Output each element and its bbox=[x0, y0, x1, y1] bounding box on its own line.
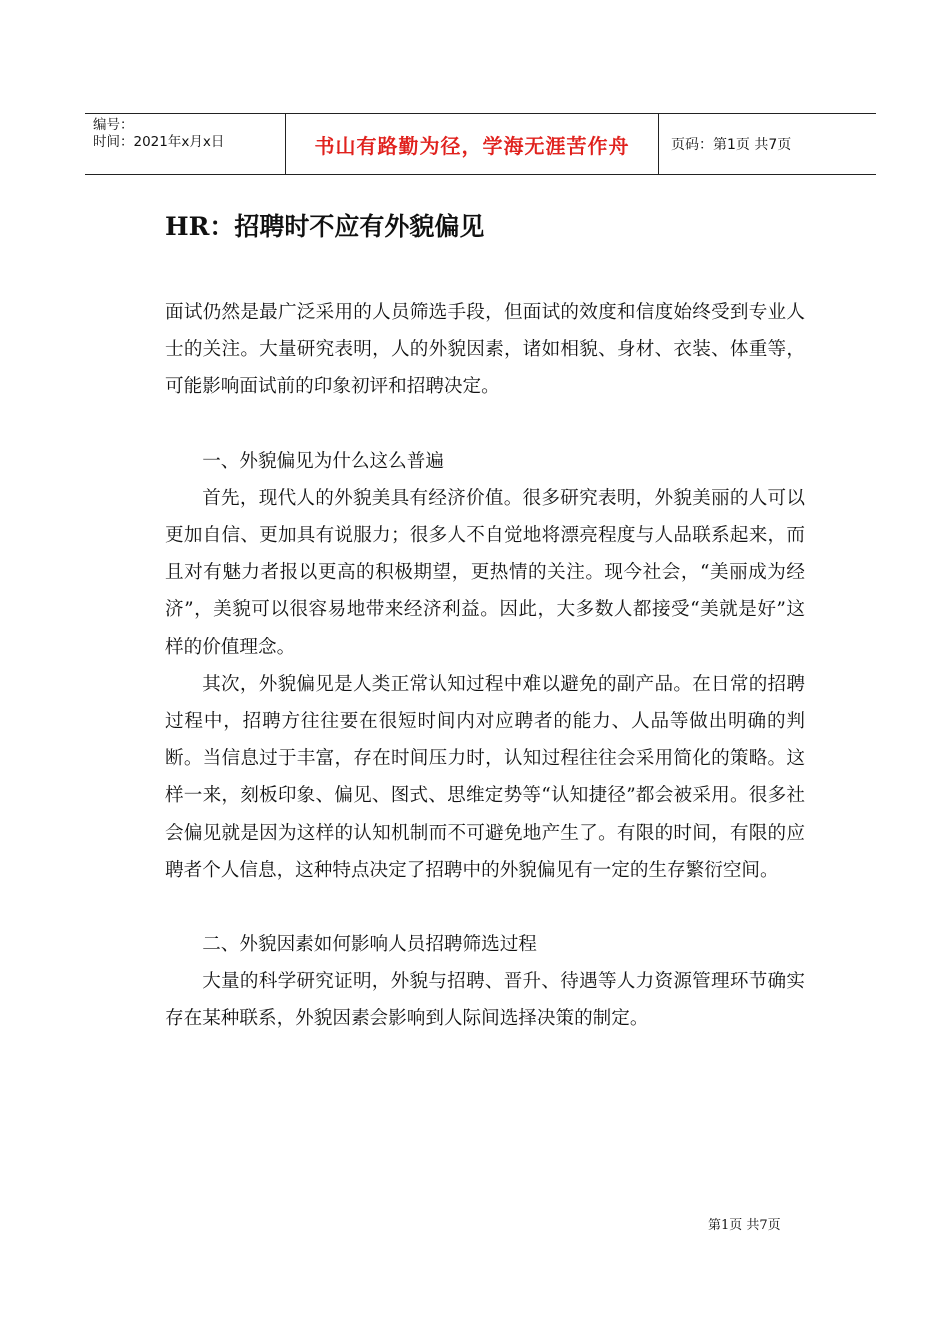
document-time-label: 时间：2021年x月x日 bbox=[93, 134, 225, 150]
header-meta bbox=[85, 114, 285, 174]
paragraph-intro: 面试仍然是最广泛采用的人员筛选手段，但面试的效度和信度始终受到专业人士的关注。大量研究表明，人的外貌因素，诸如相貌、身材、衣装、体重等，可能影响面试前的印象初评和招聘决定。 bbox=[165, 302, 805, 398]
paragraph: 其次，外貌偏见是人类正常认知过程中难以避免的副产品。在日常的招聘过程中，招聘方往往要在很短时间内对应聘者的能力、人品等做出明确的判断。当信息过于丰富，存在时间压力时，认知过程往往会采用简化的策略。这样一来，刻板印象、偏见、图式、思维定势等“认知捷径”都会被采用。很多社会偏见就是因为这样的认知机制而不可避免地产生了。有限的时间，有限的应聘者个人信息，这种特点决定了招聘中的外貌偏见有一定的生存繁衍空间。 bbox=[165, 673, 805, 881]
document-body bbox=[165, 294, 805, 1038]
document-number-label: 编号： bbox=[93, 117, 134, 133]
paragraph: 首先，现代人的外貌美具有经济价值。很多研究表明，外貌美丽的人可以更加自信、更加具有说服力；很多人不自觉地将漂亮程度与人品联系起来，而且对有魅力者报以更高的积极期望，更热情的关注。现今社会，“美丽成为经济”，美貌可以很容易地带来经济利益。因此，大多数人都接受“美就是好”这样的价值理念。 bbox=[165, 487, 805, 658]
document-title: HR：招聘时不应有外貌偏见 bbox=[165, 212, 485, 241]
page-footer: 第1页 共7页 bbox=[708, 1218, 781, 1233]
header-table bbox=[85, 113, 876, 175]
header-motto-cell bbox=[285, 114, 659, 174]
header-motto: 书山有路勤为径，学海无涯苦作舟 bbox=[314, 133, 630, 158]
section-heading-2: 二、外貌因素如何影响人员招聘筛选过程 bbox=[202, 934, 537, 956]
section-heading-1: 一、外貌偏见为什么这么普遍 bbox=[202, 450, 444, 472]
paragraph: 大量的科学研究证明，外貌与招聘、晋升、待遇等人力资源管理环节确实存在某种联系，外貌因素会影响到人际间选择决策的制定。 bbox=[165, 971, 805, 1030]
header-page-info: 页码：第1页 共7页 bbox=[671, 137, 792, 153]
